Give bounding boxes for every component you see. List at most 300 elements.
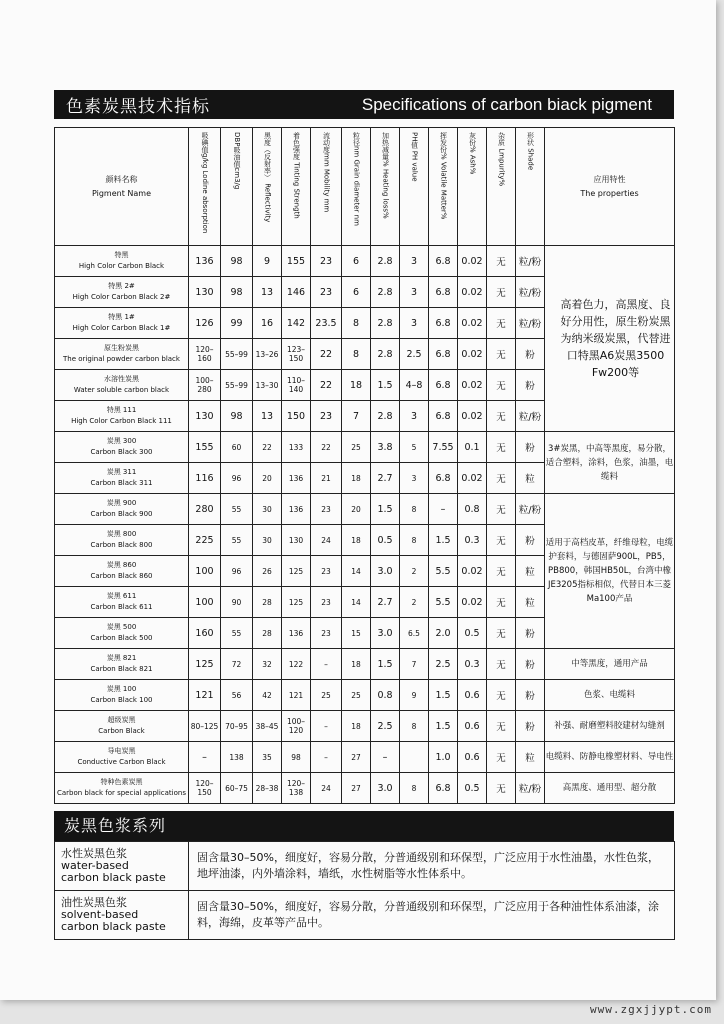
pigment-name-en: High Color Carbon Black 2# xyxy=(72,293,171,301)
value-cell: 20 xyxy=(253,463,282,494)
value-cell: 2.7 xyxy=(371,587,400,618)
properties-cell: 补强、耐磨塑料胶建材勾缝剂 xyxy=(545,711,675,742)
value-cell: 22 xyxy=(311,432,342,463)
value-cell: 20 xyxy=(342,494,371,525)
pigment-name-cell xyxy=(55,556,189,587)
value-cell: – xyxy=(371,742,400,773)
value-cell: – xyxy=(429,494,458,525)
value-cell: 1.5 xyxy=(371,370,400,401)
value-cell: 23 xyxy=(311,246,342,277)
col-header: 形状 Shade xyxy=(516,128,545,246)
value-cell: 13 xyxy=(253,401,282,432)
value-cell: 136 xyxy=(282,494,311,525)
value-cell: 25 xyxy=(342,432,371,463)
value-cell: 6.8 xyxy=(429,773,458,804)
value-cell: 无 xyxy=(487,494,516,525)
value-cell: 1.5 xyxy=(429,525,458,556)
properties-cell: 适用于高档皮革，纤维母粒，电缆护套料，与德固萨900L，PB5，PB800，韩国HB50L，台湾中橡JE3205指标相似，代替日本三菱Ma100产品 xyxy=(545,494,675,649)
value-cell: 13–26 xyxy=(253,339,282,370)
pigment-name-cell xyxy=(55,370,189,401)
title-chinese: 色素炭黑技术指标 xyxy=(66,97,210,117)
value-cell: 1.5 xyxy=(429,711,458,742)
value-cell: 98 xyxy=(221,401,253,432)
pigment-name-en: High Color Carbon Black xyxy=(78,262,165,270)
pigment-name-en: Carbon Black 300 xyxy=(90,448,153,456)
pigment-name-cell xyxy=(55,339,189,370)
value-cell: 粒/粉 xyxy=(516,773,545,804)
pigment-name-en: Carbon Black 611 xyxy=(90,603,153,611)
pigment-name-cell xyxy=(55,587,189,618)
value-cell: 22 xyxy=(311,339,342,370)
value-cell: 125 xyxy=(282,587,311,618)
pigment-name-header xyxy=(55,128,189,246)
value-cell xyxy=(400,742,429,773)
value-cell: 8 xyxy=(400,525,429,556)
value-cell: 无 xyxy=(487,339,516,370)
value-cell: 6.8 xyxy=(429,246,458,277)
table-row xyxy=(55,680,675,711)
value-cell: 0.02 xyxy=(458,277,487,308)
value-cell: 无 xyxy=(487,649,516,680)
value-cell: 0.8 xyxy=(371,680,400,711)
value-cell: 120–138 xyxy=(282,773,311,804)
value-cell: 0.5 xyxy=(458,618,487,649)
value-cell: 121 xyxy=(282,680,311,711)
value-cell: 18 xyxy=(342,463,371,494)
value-cell: 3 xyxy=(400,246,429,277)
pigment-name-en: Carbon Black xyxy=(98,727,145,735)
value-cell: 6.5 xyxy=(400,618,429,649)
value-cell: 35 xyxy=(253,742,282,773)
value-cell: 18 xyxy=(342,525,371,556)
value-cell: 3.0 xyxy=(371,618,400,649)
pigment-name-en: Conductive Carbon Black xyxy=(77,758,166,766)
value-cell: 28 xyxy=(253,587,282,618)
value-cell: 粒 xyxy=(516,587,545,618)
col-header: 灰份% Ash% xyxy=(458,128,487,246)
col-header: 流动度mm Mobility mm xyxy=(311,128,342,246)
value-cell: 1.0 xyxy=(429,742,458,773)
pigment-name-cn: 特黑 1# xyxy=(108,313,135,321)
pigment-name-cn: 炭黑 500 xyxy=(106,623,137,631)
value-cell: 121 xyxy=(189,680,221,711)
value-cell: 无 xyxy=(487,370,516,401)
value-cell: 126 xyxy=(189,308,221,339)
value-cell: 56 xyxy=(221,680,253,711)
col-header: 粒径nm Grain diameter nm xyxy=(342,128,371,246)
value-cell: 23 xyxy=(311,494,342,525)
pigment-name-cn: 导电炭黑 xyxy=(107,747,136,755)
value-cell: 23 xyxy=(311,401,342,432)
value-cell: 6.8 xyxy=(429,401,458,432)
table-row xyxy=(55,246,675,277)
value-cell: 3 xyxy=(400,277,429,308)
col-header: 黑度（反射率） Reflectivity xyxy=(253,128,282,246)
value-cell: 5.5 xyxy=(429,556,458,587)
pigment-name-cn: 特黑 xyxy=(114,251,129,259)
value-cell: 粉 xyxy=(516,680,545,711)
value-cell: 100 xyxy=(189,587,221,618)
value-cell: 120–160 xyxy=(189,339,221,370)
pigment-name-cell xyxy=(55,463,189,494)
value-cell: 0.8 xyxy=(458,494,487,525)
value-cell: 155 xyxy=(282,246,311,277)
value-cell: 无 xyxy=(487,742,516,773)
table-row xyxy=(55,711,675,742)
value-cell: 2.5 xyxy=(371,711,400,742)
value-cell: 1.5 xyxy=(371,649,400,680)
value-cell: 7 xyxy=(400,649,429,680)
paste-table xyxy=(54,841,675,940)
value-cell: 3.0 xyxy=(371,556,400,587)
pigment-name-cell xyxy=(55,432,189,463)
value-cell: 90 xyxy=(221,587,253,618)
value-cell: 6 xyxy=(342,277,371,308)
value-cell: 18 xyxy=(342,370,371,401)
value-cell: 23 xyxy=(311,277,342,308)
pigment-name-cell xyxy=(55,401,189,432)
value-cell: 60–75 xyxy=(221,773,253,804)
value-cell: 55 xyxy=(221,494,253,525)
pigment-name-cn: 炭黑 100 xyxy=(106,685,137,693)
value-cell: 42 xyxy=(253,680,282,711)
value-cell: 1.5 xyxy=(429,680,458,711)
pigment-name-cn: 超级炭黑 xyxy=(107,716,136,724)
value-cell: 无 xyxy=(487,463,516,494)
value-cell: 55–99 xyxy=(221,339,253,370)
paste-description: 固含量30–50%，细度好，容易分散，分普通级别和环保型，广泛应用于各种油性体系油漆，涂料，海绵，皮革等产品中。 xyxy=(189,891,675,940)
value-cell: 6.8 xyxy=(429,277,458,308)
value-cell: 8 xyxy=(400,711,429,742)
value-cell: 155 xyxy=(189,432,221,463)
pigment-name-en: Carbon Black 860 xyxy=(90,572,153,580)
value-cell: 0.6 xyxy=(458,680,487,711)
value-cell: 无 xyxy=(487,246,516,277)
value-cell: 5.5 xyxy=(429,587,458,618)
value-cell: 无 xyxy=(487,680,516,711)
value-cell: 3 xyxy=(400,308,429,339)
value-cell: 25 xyxy=(311,680,342,711)
value-cell: 粉 xyxy=(516,432,545,463)
value-cell: 23.5 xyxy=(311,308,342,339)
col-header: 加热减量% Heating loss% xyxy=(371,128,400,246)
value-cell: 24 xyxy=(311,773,342,804)
value-cell: 136 xyxy=(189,246,221,277)
table-row xyxy=(55,432,675,463)
col-header: 吸碘值g/kg Lodine absorption xyxy=(189,128,221,246)
pigment-name-en: Water soluble carbon black xyxy=(73,386,170,394)
value-cell: 无 xyxy=(487,618,516,649)
value-cell: 125 xyxy=(189,649,221,680)
pigment-name-en: High Color Carbon Black 111 xyxy=(71,417,172,425)
value-cell: 32 xyxy=(253,649,282,680)
value-cell: 27 xyxy=(342,773,371,804)
value-cell: 142 xyxy=(282,308,311,339)
properties-cell: 中等黑度，通用产品 xyxy=(545,649,675,680)
value-cell: 26 xyxy=(253,556,282,587)
value-cell: 7.55 xyxy=(429,432,458,463)
value-cell: 0.02 xyxy=(458,401,487,432)
value-cell: 6.8 xyxy=(429,308,458,339)
paste-series-title: 炭黑色浆系列 xyxy=(54,811,674,841)
value-cell: 0.02 xyxy=(458,370,487,401)
value-cell: 130 xyxy=(189,401,221,432)
value-cell: 粉 xyxy=(516,525,545,556)
value-cell: 无 xyxy=(487,277,516,308)
pigment-name-cn: 炭黑 800 xyxy=(106,530,137,538)
pigment-name-cn: 炭黑 611 xyxy=(106,592,137,600)
value-cell: 7 xyxy=(342,401,371,432)
value-cell: 2.8 xyxy=(371,308,400,339)
value-cell: 55–99 xyxy=(221,370,253,401)
value-cell: 粒 xyxy=(516,742,545,773)
value-cell: 23 xyxy=(311,587,342,618)
value-cell: 18 xyxy=(342,711,371,742)
col-header: DBP吸油值cm3/g xyxy=(221,128,253,246)
properties-cell: 高着色力，高黑度、良好分用性，原生粉炭黑为纳米级炭黑，代替进口特黑A6炭黑3500 Fw200等 xyxy=(545,246,675,432)
value-cell: 27 xyxy=(342,742,371,773)
value-cell: 16 xyxy=(253,308,282,339)
value-cell: 98 xyxy=(282,742,311,773)
value-cell: 133 xyxy=(282,432,311,463)
value-cell: 80–125 xyxy=(189,711,221,742)
value-cell: 123–150 xyxy=(282,339,311,370)
value-cell: 1.5 xyxy=(371,494,400,525)
watermark-url: www.zgxjjypt.com xyxy=(590,1003,712,1016)
pigment-name-cn: 炭黑 900 xyxy=(106,499,137,507)
pigment-name-en: Carbon Black 800 xyxy=(90,541,153,549)
value-cell: 0.02 xyxy=(458,308,487,339)
value-cell: 0.3 xyxy=(458,649,487,680)
value-cell: 无 xyxy=(487,556,516,587)
value-cell: 0.5 xyxy=(371,525,400,556)
paste-name: 油性炭黑色浆 solvent-based carbon black paste xyxy=(55,891,189,940)
value-cell: 150 xyxy=(282,401,311,432)
value-cell: 粉 xyxy=(516,649,545,680)
value-cell: 28 xyxy=(253,618,282,649)
value-cell: 粒/粉 xyxy=(516,494,545,525)
value-cell: 6.8 xyxy=(429,370,458,401)
value-cell: 2.8 xyxy=(371,339,400,370)
pigment-name-cn: 炭黑 311 xyxy=(106,468,137,476)
value-cell: 0.02 xyxy=(458,463,487,494)
value-cell: 2 xyxy=(400,587,429,618)
pigment-name-cell xyxy=(55,246,189,277)
value-cell: 23 xyxy=(311,556,342,587)
properties-cell: 电缆料、防静电橡塑材料、导电性 xyxy=(545,742,675,773)
col-header: PH值 PH value xyxy=(400,128,429,246)
value-cell: – xyxy=(311,742,342,773)
value-cell: 96 xyxy=(221,463,253,494)
paste-name: 水性炭黑色浆 water-based carbon black paste xyxy=(55,842,189,891)
value-cell: 98 xyxy=(221,277,253,308)
value-cell: – xyxy=(189,742,221,773)
value-cell: 22 xyxy=(311,370,342,401)
value-cell: 5 xyxy=(400,432,429,463)
value-cell: 122 xyxy=(282,649,311,680)
value-cell: 280 xyxy=(189,494,221,525)
paste-row xyxy=(55,842,675,891)
value-cell: 110–140 xyxy=(282,370,311,401)
value-cell: 120–150 xyxy=(189,773,221,804)
value-cell: 2.7 xyxy=(371,463,400,494)
value-cell: 100–280 xyxy=(189,370,221,401)
pigment-name-en: Pigment Name xyxy=(91,188,151,198)
value-cell: 粒/粉 xyxy=(516,308,545,339)
value-cell: 55 xyxy=(221,525,253,556)
value-cell: 72 xyxy=(221,649,253,680)
value-cell: 15 xyxy=(342,618,371,649)
properties-cell: 高黑度、通用型、超分散 xyxy=(545,773,675,804)
value-cell: 2 xyxy=(400,556,429,587)
pigment-name-cell xyxy=(55,742,189,773)
value-cell: 粉 xyxy=(516,339,545,370)
value-cell: 14 xyxy=(342,556,371,587)
pigment-name-cn: 颜料名称 xyxy=(105,174,138,184)
value-cell: 0.6 xyxy=(458,711,487,742)
value-cell: 0.3 xyxy=(458,525,487,556)
value-cell: 160 xyxy=(189,618,221,649)
value-cell: 0.1 xyxy=(458,432,487,463)
value-cell: 9 xyxy=(400,680,429,711)
value-cell: 30 xyxy=(253,525,282,556)
title-bar xyxy=(54,90,674,119)
pigment-name-cn: 水溶性炭黑 xyxy=(104,375,139,383)
title-english: Specifications of carbon biack pigment xyxy=(361,94,652,114)
table-row xyxy=(55,494,675,525)
value-cell: 粒/粉 xyxy=(516,246,545,277)
value-cell: 24 xyxy=(311,525,342,556)
pigment-name-cell xyxy=(55,680,189,711)
properties-cell: 3#炭黑，中高等黑度，易分散，适合塑料，涂料，色浆，油墨，电缆料 xyxy=(545,432,675,494)
value-cell: 100–120 xyxy=(282,711,311,742)
value-cell: 116 xyxy=(189,463,221,494)
pigment-name-en: Carbon Black 500 xyxy=(90,634,153,642)
value-cell: 2.8 xyxy=(371,246,400,277)
value-cell: 14 xyxy=(342,587,371,618)
value-cell: 无 xyxy=(487,773,516,804)
value-cell: 99 xyxy=(221,308,253,339)
value-cell: 6.8 xyxy=(429,339,458,370)
value-cell: 3.8 xyxy=(371,432,400,463)
value-cell: 3 xyxy=(400,401,429,432)
pigment-name-cn: 特种色素炭黑 xyxy=(100,778,143,786)
value-cell: 粒/粉 xyxy=(516,277,545,308)
col-header: 杂质 Lmpurity% xyxy=(487,128,516,246)
pigment-name-en: Carbon Black 100 xyxy=(90,696,153,704)
pigment-name-en: The original powder carbon black xyxy=(63,355,180,363)
value-cell: 无 xyxy=(487,587,516,618)
value-cell: 3.0 xyxy=(371,773,400,804)
pigment-name-cn: 炭黑 821 xyxy=(106,654,137,662)
value-cell: 18 xyxy=(342,649,371,680)
value-cell: 无 xyxy=(487,432,516,463)
value-cell: 98 xyxy=(221,246,253,277)
value-cell: 6.8 xyxy=(429,463,458,494)
value-cell: 130 xyxy=(189,277,221,308)
value-cell: 8 xyxy=(400,773,429,804)
value-cell: 23 xyxy=(311,618,342,649)
pigment-name-en: Carbon Black 821 xyxy=(90,665,153,673)
value-cell: 无 xyxy=(487,308,516,339)
value-cell: 30 xyxy=(253,494,282,525)
value-cell: 2.0 xyxy=(429,618,458,649)
value-cell: 0.02 xyxy=(458,339,487,370)
pigment-name-cell xyxy=(55,773,189,804)
value-cell: 2.8 xyxy=(371,401,400,432)
spec-table xyxy=(54,127,675,804)
pigment-name-cell xyxy=(55,308,189,339)
value-cell: 粉 xyxy=(516,711,545,742)
value-cell: 21 xyxy=(311,463,342,494)
value-cell: – xyxy=(311,649,342,680)
pigment-name-cell xyxy=(55,711,189,742)
value-cell: 0.02 xyxy=(458,556,487,587)
pigment-name-cn: 原生粉炭黑 xyxy=(104,344,139,352)
pigment-name-en: Carbon Black 311 xyxy=(90,479,153,487)
value-cell: 225 xyxy=(189,525,221,556)
properties-cell: 色浆、电缆料 xyxy=(545,680,675,711)
table-row xyxy=(55,742,675,773)
value-cell: 无 xyxy=(487,711,516,742)
value-cell: 8 xyxy=(342,339,371,370)
pigment-name-cn: 炭黑 860 xyxy=(106,561,137,569)
value-cell: 55 xyxy=(221,618,253,649)
header-row xyxy=(55,128,675,246)
value-cell: 136 xyxy=(282,463,311,494)
value-cell: 0.6 xyxy=(458,742,487,773)
value-cell: 2.5 xyxy=(400,339,429,370)
spec-body xyxy=(55,246,675,804)
value-cell: 2.5 xyxy=(429,649,458,680)
properties-header: 应用特性 The properties xyxy=(545,128,675,246)
paste-row xyxy=(55,891,675,940)
value-cell: 146 xyxy=(282,277,311,308)
value-cell: 13–30 xyxy=(253,370,282,401)
value-cell: 粒 xyxy=(516,463,545,494)
pigment-name-en: Carbon Black 900 xyxy=(90,510,153,518)
value-cell: 70–95 xyxy=(221,711,253,742)
value-cell: – xyxy=(311,711,342,742)
value-cell: 8 xyxy=(342,308,371,339)
value-cell: 0.02 xyxy=(458,587,487,618)
pigment-name-cell xyxy=(55,494,189,525)
value-cell: 28–38 xyxy=(253,773,282,804)
pigment-name-cell xyxy=(55,525,189,556)
value-cell: 无 xyxy=(487,401,516,432)
value-cell: 25 xyxy=(342,680,371,711)
value-cell: 粉 xyxy=(516,370,545,401)
value-cell: 96 xyxy=(221,556,253,587)
pigment-name-cn: 特黑 2# xyxy=(108,282,135,290)
pigment-name-en: Carbon black for special applications xyxy=(56,789,186,797)
pigment-name-cell xyxy=(55,277,189,308)
paste-description: 固含量30–50%，细度好，容易分散，分普通级别和环保型，广泛应用于水性油墨，水性色浆，地坪油漆，内外墙涂料，墙纸，水性树脂等水性体系中。 xyxy=(189,842,675,891)
value-cell: 粉 xyxy=(516,618,545,649)
value-cell: 125 xyxy=(282,556,311,587)
pigment-name-cn: 特黑 111 xyxy=(106,406,137,414)
value-cell: 粒 xyxy=(516,556,545,587)
value-cell: 136 xyxy=(282,618,311,649)
value-cell: 3 xyxy=(400,463,429,494)
pigment-name-cell xyxy=(55,618,189,649)
value-cell: 138 xyxy=(221,742,253,773)
value-cell: 100 xyxy=(189,556,221,587)
value-cell: 0.5 xyxy=(458,773,487,804)
pigment-name-cn: 炭黑 300 xyxy=(106,437,137,445)
value-cell: 无 xyxy=(487,525,516,556)
value-cell: 6 xyxy=(342,246,371,277)
